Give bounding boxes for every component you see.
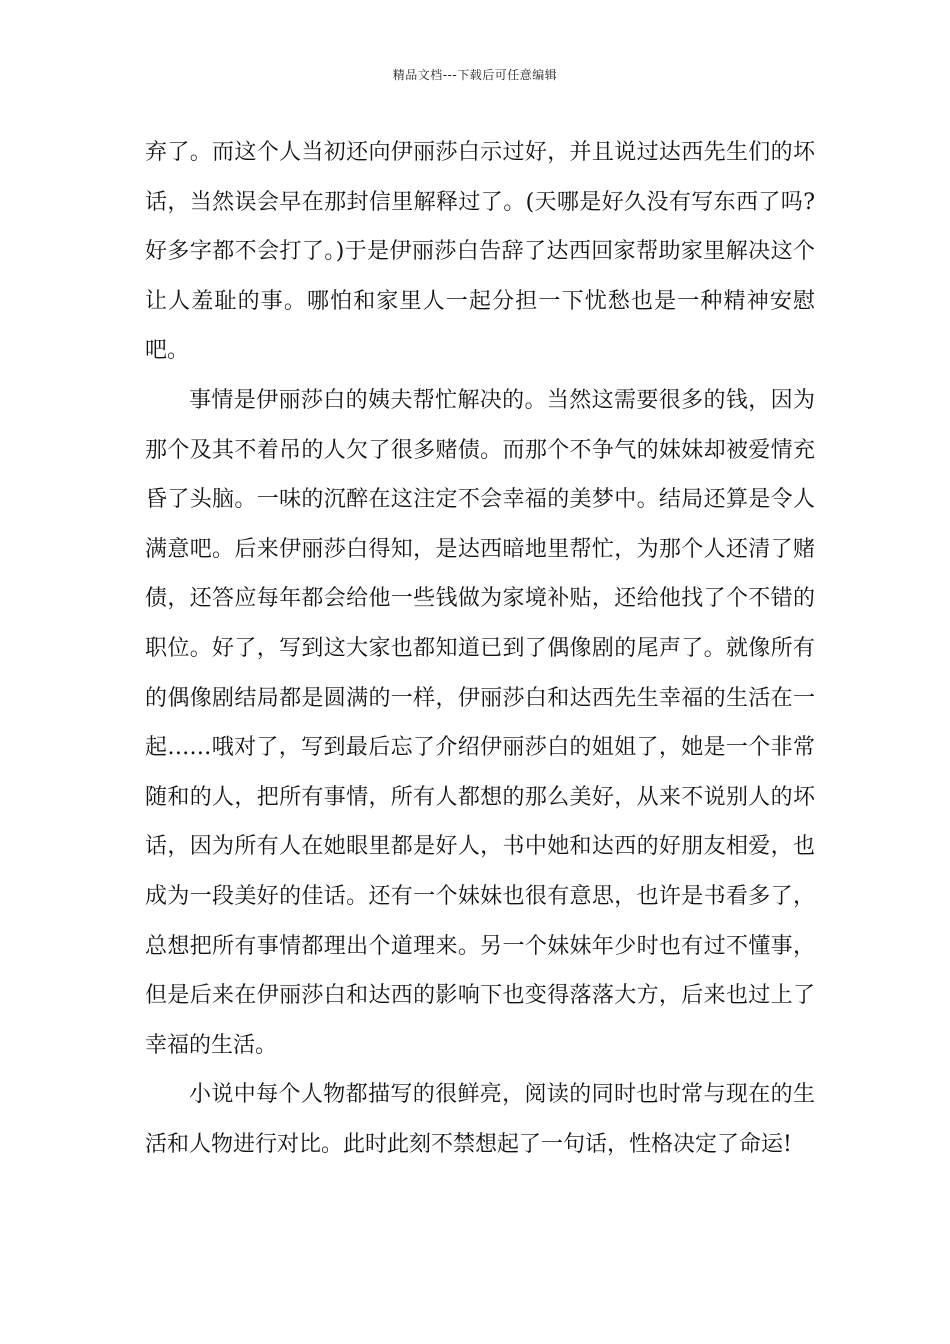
page-header: 精品文档---下载后可任意编辑: [392, 68, 558, 82]
document-body: [145, 128, 815, 1169]
paragraph: 事情是伊丽莎白的姨夫帮忙解决的。当然这需要很多的钱，因为那个及其不着吊的人欠了很多赌债。而那个不争气的妹妹却被爱情充昏了头脑。一味的沉醉在这注定不会幸福的美梦中。结局还算是令人满意吧。后来伊丽莎白得知，是达西暗地里帮忙，为那个人还清了赌债，还答应每年都会给他一些钱做为家境补贴，还给他找了个不错的职位。好了，写到这大家也都知道已到了偶像剧的尾声了。就像所有的偶像剧结局都是圆满的一样，伊丽莎白和达西先生幸福的生活在一起……哦对了，写到最后忘了介绍伊丽莎白的姐姐了，她是一个非常随和的人，把所有事情，所有人都想的那么美好，从来不说别人的坏话，因为所有人在她眼里都是好人，书中她和达西的好朋友相爱，也成为一段美好的佳话。还有一个妹妹也很有意思，也许是书看多了，总想把所有事情都理出个道理来。另一个妹妹年少时也有过不懂事，但是后来在伊丽莎白和达西的影响下也变得落落大方，后来也过上了幸福的生活。: [145, 387, 815, 1058]
paragraph: 小说中每个人物都描写的很鲜亮，阅读的同时也时常与现在的生活和人物进行对比。此时此刻不禁想起了一句话，性格决定了命运!: [145, 1082, 815, 1157]
paragraph-continuation: 弃了。而这个人当初还向伊丽莎白示过好，并且说过达西先生们的坏话，当然误会早在那封信里解释过了。(天哪是好久没有写东西了吗?好多字都不会打了。)于是伊丽莎白告辞了达西回家帮助家里解决这个让人羞耻的事。哪怕和家里人一起分担一下忧愁也是一种精神安慰吧。: [145, 140, 815, 364]
